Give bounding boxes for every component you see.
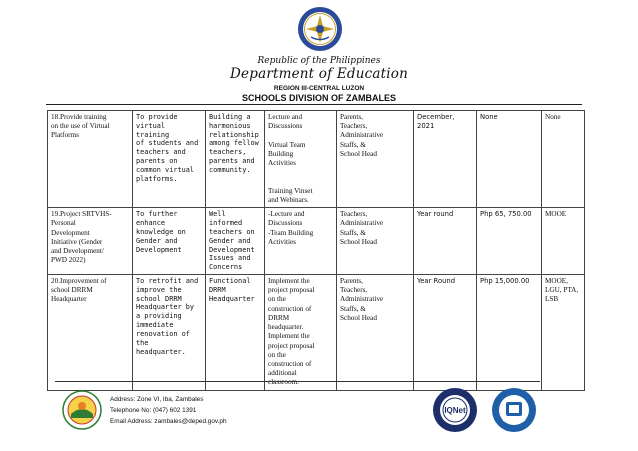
cell-line: School Head [340, 149, 377, 158]
cell-line: Concerns [209, 263, 243, 272]
cell-line: 2021 [417, 121, 435, 130]
cell-line: Functional [209, 276, 251, 285]
cell-line: Parents, [340, 276, 363, 285]
cell-line: To further [136, 210, 178, 219]
cell-line: Discussions [268, 219, 303, 228]
cell-line: parents and [209, 157, 255, 166]
cell-line: project proposal [268, 286, 315, 295]
cell-line: Activities [268, 159, 296, 168]
cell-line: school DRRM [51, 286, 93, 295]
cell-line: Year Round [417, 276, 456, 285]
cell-line: MOOE [545, 210, 567, 219]
cell-line: Activities [268, 237, 296, 246]
cell-line: improve the [136, 285, 182, 294]
region-line: REGION III-CENTRAL LUZON [273, 85, 365, 92]
cell-line: 20.Improvement of [51, 276, 107, 285]
cell-line: construction of [268, 359, 312, 368]
cell-line: teachers and [136, 148, 186, 157]
cell-line: classroom. [268, 378, 299, 387]
cell-line: Staffs, & [340, 304, 366, 313]
cell-strategy [265, 111, 337, 208]
cell-line: Training Vinset [268, 186, 313, 195]
cell-line: Year round [417, 210, 454, 219]
cell-line: additional [268, 369, 297, 378]
cell-line: Gender and [209, 236, 251, 245]
cell-line: DRRM [268, 313, 290, 322]
cell-line: Headquarter by [136, 303, 195, 312]
cell-line: relationship [209, 130, 259, 139]
division-line: SCHOOLS DIVISION OF ZAMBALES [241, 93, 396, 103]
cell-line: renovation of the [136, 329, 190, 347]
cell-source [542, 274, 585, 390]
cell-line: Discussions [268, 122, 303, 131]
cell-line: December, [417, 113, 455, 121]
cell-line: and Webinars. [268, 195, 309, 204]
table-row [48, 111, 585, 208]
cell-line: common virtual [136, 165, 195, 174]
cell-source [542, 208, 585, 275]
cell-line: Staffs, & [340, 228, 366, 237]
cell-line: MOOE, [545, 276, 568, 285]
cell-line: headquarter. [268, 323, 304, 332]
cell-line: Teachers, [340, 210, 368, 219]
footer-contact [110, 394, 227, 427]
cell-line: immediate [136, 321, 174, 330]
cell-line: Administrative [340, 295, 384, 304]
cell-line: Platforms [51, 131, 79, 140]
cell-line: None [480, 113, 498, 121]
footer-email: Email Address: zambales@deped.gov.ph [110, 418, 227, 425]
cell-strategy [265, 274, 337, 390]
cell-line: Implement the [268, 276, 310, 285]
cell-line: -Lecture and [268, 210, 305, 219]
cell-activity [48, 208, 133, 275]
iqnet-label: IQNet [444, 406, 466, 415]
cell-line: enhance [136, 219, 166, 228]
cell-line: Administrative [340, 131, 384, 140]
cell-time [414, 274, 477, 390]
cell-line: a providing [136, 312, 182, 321]
deped-seal-icon [297, 6, 343, 52]
cell-line: Implement the [268, 332, 310, 341]
cell-line: Development [136, 245, 182, 254]
cell-line: Staffs, & [340, 140, 366, 149]
cell-line: community. [209, 165, 251, 174]
cell-line: Lecture and [268, 113, 303, 121]
cell-line [268, 178, 333, 187]
cell-expected [206, 274, 265, 390]
cell-strategy [265, 208, 337, 275]
cell-line: School Head [340, 313, 377, 322]
cell-line: on the use of Virtual [51, 122, 110, 131]
division-logo-icon [62, 390, 102, 430]
cell-line: Php 15,000.00 [480, 276, 530, 285]
cell-line: among fellow [209, 139, 259, 148]
cell-line: None [545, 113, 561, 121]
cell-line: Personal [51, 219, 76, 228]
cell-line: Php 65, 750.00 [480, 210, 532, 219]
cell-line: platforms. [136, 174, 178, 183]
cell-line: virtual training [136, 121, 170, 139]
cell-line: Headquarter [51, 295, 87, 304]
cell-line: To retrofit and [136, 276, 199, 285]
cell-line: DRRM [209, 285, 226, 294]
cell-line: teachers, [209, 148, 247, 157]
cell-line: construction of [268, 304, 312, 313]
republic-line: Republic of the Philippines [257, 56, 381, 66]
cell-line: LGU, PTA, [545, 286, 579, 295]
cell-line: school DRRM [136, 294, 182, 303]
cell-budget [477, 111, 542, 208]
cell-budget [477, 274, 542, 390]
cell-objective [133, 274, 206, 390]
cell-line: Development [209, 245, 255, 254]
cell-line: teachers on [209, 227, 255, 236]
cell-persons [337, 208, 414, 275]
action-plan-table [47, 110, 585, 391]
cell-line: on the [268, 295, 286, 304]
cell-line: harmonious [209, 121, 251, 130]
footer-divider [55, 381, 540, 382]
cell-line: parents on [136, 157, 178, 166]
cell-line: Issues and [209, 254, 251, 263]
cell-line: Parents, [340, 113, 363, 121]
cell-expected [206, 208, 265, 275]
cell-line: Headquarter [209, 294, 255, 303]
cell-persons [337, 274, 414, 390]
cell-source [542, 111, 585, 208]
cell-line: 18.Provide training [51, 113, 107, 121]
cell-line: headquarter. [136, 347, 186, 356]
cell-objective [133, 111, 206, 208]
cell-line: Development [51, 228, 90, 237]
tuv-certification-icon [491, 387, 537, 433]
iqnet-certification-icon [432, 387, 478, 433]
cell-line [268, 131, 333, 140]
table-row [48, 274, 585, 390]
cell-line: of students and [136, 139, 199, 148]
cell-line: Well informed [209, 210, 243, 228]
cell-line: Gender and [136, 236, 178, 245]
cell-line [268, 168, 333, 177]
cell-activity [48, 111, 133, 208]
cell-line: and Development/ [51, 247, 104, 256]
cell-line: PWD 2022) [51, 256, 86, 265]
cell-line: project proposal [268, 341, 315, 350]
cell-line: LSB [545, 295, 559, 304]
cell-line: Initiative (Gender [51, 237, 103, 246]
cell-line: Teachers, [340, 286, 368, 295]
cell-time [414, 111, 477, 208]
table-row [48, 208, 585, 275]
cell-objective [133, 208, 206, 275]
cell-line: School Head [340, 237, 377, 246]
cell-time [414, 208, 477, 275]
cell-line: 19.Project SRTVHS- [51, 210, 112, 219]
cell-line: knowledge on [136, 227, 186, 236]
header-divider [46, 104, 582, 105]
department-title: Department of Education [230, 66, 408, 82]
cell-line: Building a [209, 113, 251, 121]
footer-phone: Telephone No: (047) 602 1391 [110, 407, 197, 414]
cell-line: Virtual Team [268, 140, 306, 149]
cell-line: on the [268, 350, 286, 359]
cell-expected [206, 111, 265, 208]
cell-line: -Team Building [268, 228, 314, 237]
cell-line: Administrative [340, 219, 384, 228]
cell-line: Building [268, 149, 294, 158]
cell-line: Teachers, [340, 122, 368, 131]
cell-persons [337, 111, 414, 208]
footer-address: Address: Zone VI, Iba, Zambales [110, 396, 204, 403]
cell-line: To provide [136, 113, 178, 121]
cell-budget [477, 208, 542, 275]
cell-activity [48, 274, 133, 390]
